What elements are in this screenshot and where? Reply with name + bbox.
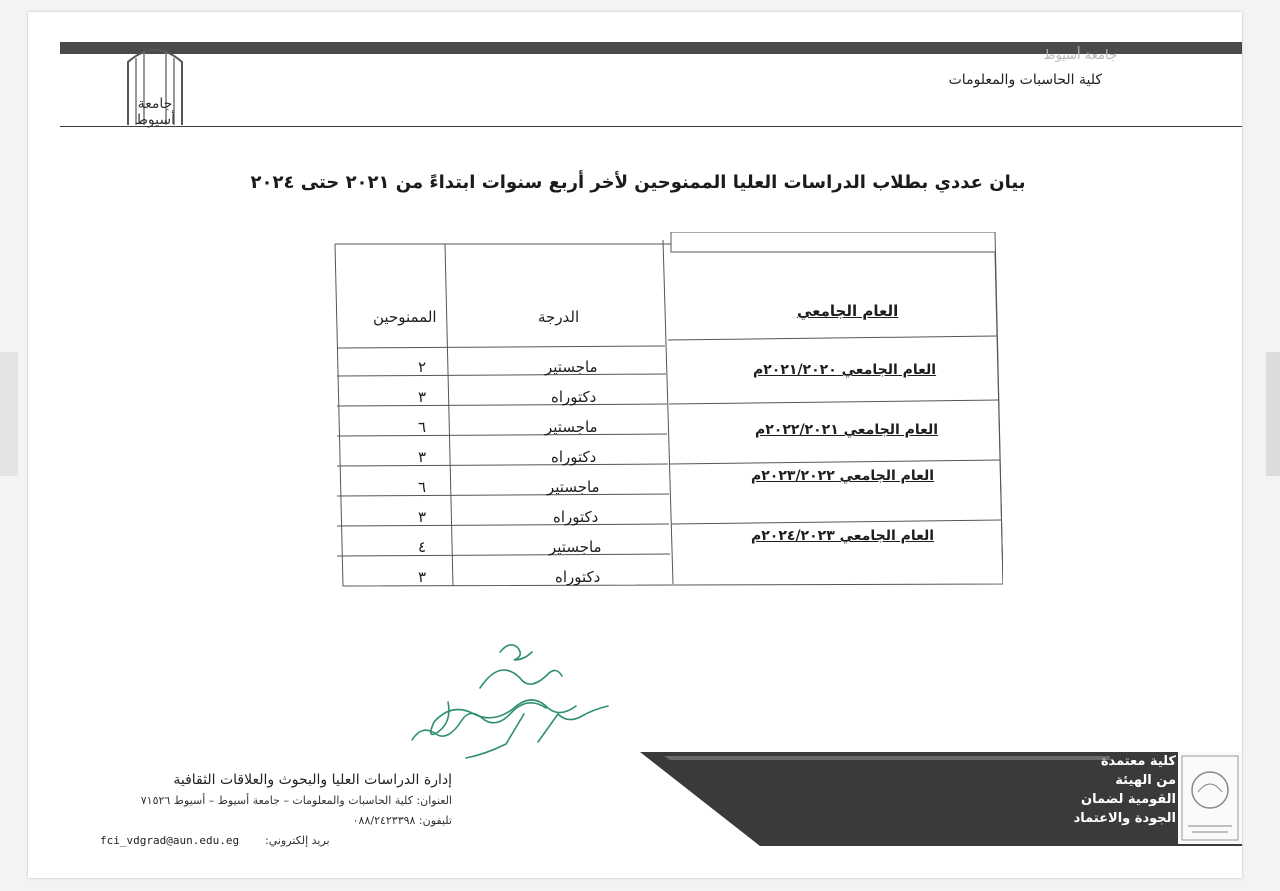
header-count: الممنوحين	[373, 308, 437, 326]
count-cell: ٦	[418, 478, 427, 496]
accreditation-line: القومية لضمان	[1081, 792, 1176, 807]
year-cell: العام الجامعي ٢٠٢٢/٢٠٢١م	[755, 422, 939, 438]
logo-text-line2: أسيوط	[134, 112, 176, 128]
degree-cell: ماجستير	[545, 418, 598, 436]
faculty-name: كلية الحاسبات والمعلومات	[948, 72, 1102, 88]
count-cell: ٣	[418, 508, 427, 526]
scan-edge-right	[1266, 352, 1280, 476]
degree-cell: ماجستير	[549, 538, 602, 556]
degree-cell: ماجستير	[545, 358, 598, 376]
header-year: العام الجامعي	[797, 302, 899, 320]
accreditation-line: من الهيئة	[1115, 773, 1176, 788]
phone-line: تليفون: ٠٨٨/٢٤٢٣٣٩٨	[352, 814, 452, 827]
count-cell: ٣	[418, 388, 427, 406]
accreditation-line: كلية معتمدة	[1100, 754, 1176, 769]
degree-cell: دكتوراه	[551, 448, 597, 466]
graduates-table	[333, 232, 1003, 587]
department-name: إدارة الدراسات العليا والبحوث والعلاقات الثقافية	[173, 772, 452, 788]
email-label: بريد إلكتروني:	[265, 834, 330, 847]
accreditation-logo	[1178, 752, 1242, 844]
count-cell: ٦	[418, 418, 427, 436]
handwritten-signature	[388, 632, 678, 772]
year-cell: العام الجامعي ٢٠٢٣/٢٠٢٢م	[751, 468, 935, 484]
count-cell: ٤	[418, 538, 427, 556]
degree-cell: دكتوراه	[551, 388, 597, 406]
logo-text-line1: جامعة	[137, 96, 173, 112]
degree-cell: دكتوراه	[555, 568, 601, 586]
document-page	[28, 12, 1242, 878]
count-cell: ٣	[418, 448, 427, 466]
count-cell: ٢	[418, 358, 427, 376]
degree-cell: ماجستير	[547, 478, 600, 496]
accreditation-line: الجودة والاعتماد	[1073, 811, 1176, 826]
university-logo	[120, 40, 190, 130]
address-line: العنوان: كلية الحاسبات والمعلومات – جامعة أسيوط – أسيوط ٧١٥٢٦	[140, 794, 452, 807]
header-degree: الدرجة	[538, 308, 580, 326]
document-title: بيان عددي بطلاب الدراسات العليا الممنوحين لأخر أربع سنوات ابتداءً من ٢٠٢١ حتى ٢٠٢٤	[250, 172, 1026, 193]
count-cell: ٣	[418, 568, 427, 586]
year-cell: العام الجامعي ٢٠٢١/٢٠٢٠م	[753, 362, 937, 378]
scan-edge-left	[0, 352, 18, 476]
accreditation-text	[1056, 752, 1176, 828]
university-name: جامعة أسيوط	[1043, 48, 1117, 63]
email-link[interactable]: fci_vdgrad@aun.edu.eg	[100, 834, 240, 847]
year-cell: العام الجامعي ٢٠٢٤/٢٠٢٣م	[751, 528, 935, 544]
degree-cell: دكتوراه	[553, 508, 599, 526]
header-rule	[60, 126, 1242, 127]
